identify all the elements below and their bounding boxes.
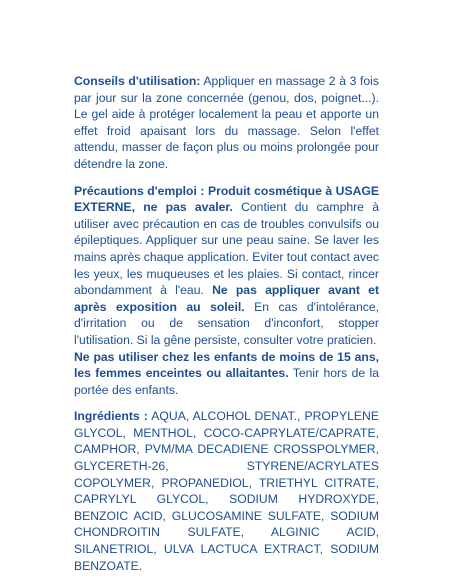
precautions-heading: Précautions d'emploi : Produit cosmétique à USAGE EXTERNE, ne pas avaler. [74, 183, 379, 215]
usage-advice-text: Appliquer en massage 2 à 3 fois par jour sur la zone concernée (genou, dos, poignet...). Le gel aide à protéger localement la peau et apporte un effet froid apaisant lors du massage. Selon l'effet attendu, masser de façon plus ou moins prolongée pour détendre la zone. [74, 74, 379, 171]
usage-advice-heading: Conseils d'utilisation: [74, 74, 201, 88]
ingredients-heading: Ingrédients : [74, 409, 148, 424]
ingredients-list: AQUA, ALCOHOL DENAT., PROPYLENE GLYCOL, MENTHOL, COCO-CAPRYLATE/CAPRATE, CAMPHOR, PVM/MA DECADIENE CROSSPOLYMER, GLYCERETH-26, STYRENE/ACRYLATES COPOLYMER, PROPANEDIOL, TRIETHYL CITRATE, CAPRYLYL GLYCOL, SODIUM HYDROXYDE, BENZOIC ACID, GLUCOSAMINE SULFATE, SODIUM CHONDROITIN SULFATE, ALGINIC ACID, SILANETRIOL, ULVA LACTUCA EXTRACT, SODIUM BENZOATE. [74, 409, 379, 573]
usage-advice-paragraph [74, 73, 379, 173]
children-warning-text: Tenir hors de la portée des enfants. [74, 366, 379, 397]
ingredients-paragraph [74, 408, 379, 574]
precautions-text: Contient du camphre à utiliser avec précaution en cas de troubles convulsifs ou épileptiques. Appliquer sur une peau saine. Se laver les mains après chaque application. Eviter tout contact avec les yeux, les muqueuses et les plaies. Si contact, rincer abondamment à l'eau. [74, 200, 379, 298]
children-warning-paragraph [74, 349, 379, 399]
precautions-text-continued: En cas d'intolérance, d'irritation ou de sensation d'inconfort, stopper l'utilisation. Si la gêne persiste, consulter votre praticien. [74, 299, 379, 347]
precautions-paragraph [74, 183, 379, 349]
children-warning: Ne pas utiliser chez les enfants de moins de 15 ans, les femmes enceintes ou allaitantes. [74, 349, 379, 381]
product-leaflet [74, 73, 379, 574]
sun-exposure-warning: Ne pas appliquer avant et après exposition au soleil. [74, 283, 380, 314]
